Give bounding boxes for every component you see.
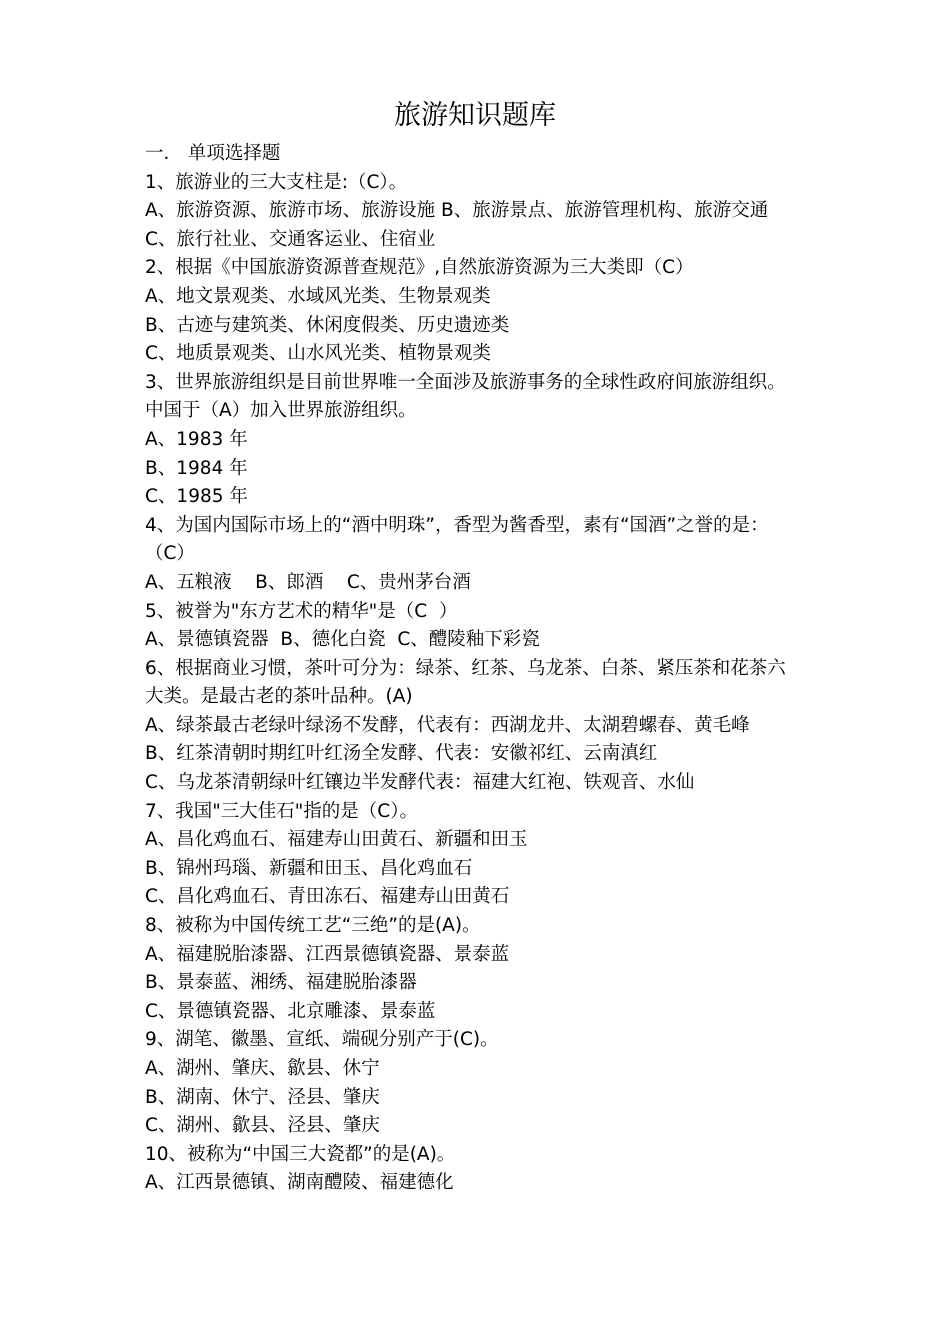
question-3-continued: 中国于（A）加入世界旅游组织。 [145, 400, 417, 422]
document-body [145, 140, 825, 1198]
question-7-option-c: C、昌化鸡血石、青田冻石、福建寿山田黄石 [145, 886, 510, 908]
question-3-option-b: B、1984 年 [145, 457, 248, 479]
question-3: 3、世界旅游组织是目前世界唯一全面涉及旅游事务的全球性政府间旅游组织。 [145, 371, 786, 393]
question-3-option-c: C、1985 年 [145, 486, 248, 508]
question-9-option-b: B、湖南、休宁、泾县、肇庆 [145, 1086, 380, 1108]
question-1: 1、旅游业的三大支柱是:（C）。 [145, 171, 408, 193]
question-4: 4、为国内国际市场上的“酒中明珠”，香型为酱香型，素有“国酒”之誉的是： [145, 514, 769, 536]
question-7: 7、我国"三大佳石"指的是（C）。 [145, 800, 418, 822]
question-10: 10、被称为“中国三大瓷都”的是(A)。 [145, 1143, 456, 1165]
question-9-option-a: A、湖州、肇庆、歙县、休宁 [145, 1058, 380, 1079]
question-10-option-a: A、江西景德镇、湖南醴陵、福建德化 [145, 1172, 454, 1194]
document-title: 旅游知识题库 [394, 100, 556, 131]
question-2: 2、根据《中国旅游资源普查规范》,自然旅游资源为三大类即（C） [145, 257, 694, 279]
question-8-option-a: A、福建脱胎漆器、江西景德镇瓷器、景泰蓝 [145, 943, 510, 965]
question-8-option-c: C、景德镇瓷器、北京雕漆、景泰蓝 [145, 1000, 436, 1022]
question-1-option-c: C、旅行社业、交通客运业、住宿业 [145, 228, 436, 250]
question-2-option-b: B、古迹与建筑类、休闲度假类、历史遗迹类 [145, 314, 510, 336]
question-6-option-a: A、绿茶最古老绿叶绿汤不发酵，代表有：西湖龙井、太湖碧螺春、黄毛峰 [145, 714, 750, 736]
question-3-option-a: A、1983 年 [145, 428, 248, 450]
question-2-option-a: A、地文景观类、水域风光类、生物景观类 [145, 285, 491, 307]
question-9: 9、湖笔、徽墨、宣纸、端砚分别产于(C)。 [145, 1029, 499, 1051]
question-1-options-ab: A、旅游资源、旅游市场、旅游设施 B、旅游景点、旅游管理机构、旅游交通 [145, 200, 769, 222]
question-6-continued: 大类。是最古老的茶叶品种。(A) [145, 686, 413, 708]
question-8: 8、被称为中国传统工艺“三绝”的是(A)。 [145, 915, 481, 937]
section-heading: 一． 单项选择题 [145, 143, 281, 164]
question-7-option-b: B、锦州玛瑙、新疆和田玉、昌化鸡血石 [145, 857, 473, 879]
question-2-option-c: C、地质景观类、山水风光类、植物景观类 [145, 343, 491, 365]
question-7-option-a: A、昌化鸡血石、福建寿山田黄石、新疆和田玉 [145, 829, 528, 851]
question-6-option-b: B、红茶清朝时期红叶红汤全发酵、代表：安徽祁红、云南滇红 [145, 743, 658, 765]
question-4-options: A、五粮液 B、郎酒 C、贵州茅台酒 [145, 571, 471, 593]
question-8-option-b: B、景泰蓝、湘绣、福建脱胎漆器 [145, 972, 417, 994]
question-5-options: A、景德镇瓷器 B、德化白瓷 C、醴陵釉下彩瓷 [145, 629, 540, 651]
question-4-answer: （C） [145, 543, 195, 565]
question-9-option-c: C、湖州、歙县、泾县、肇庆 [145, 1115, 380, 1137]
question-6: 6、根据商业习惯，茶叶可分为：绿茶、红茶、乌龙茶、白茶、紧压茶和花茶六 [145, 657, 786, 679]
question-6-option-c: C、乌龙茶清朝绿叶红镶边半发酵代表：福建大红袍、铁观音、水仙 [145, 772, 695, 794]
question-5: 5、被誉为"东方艺术的精华"是（C ） [145, 600, 458, 622]
